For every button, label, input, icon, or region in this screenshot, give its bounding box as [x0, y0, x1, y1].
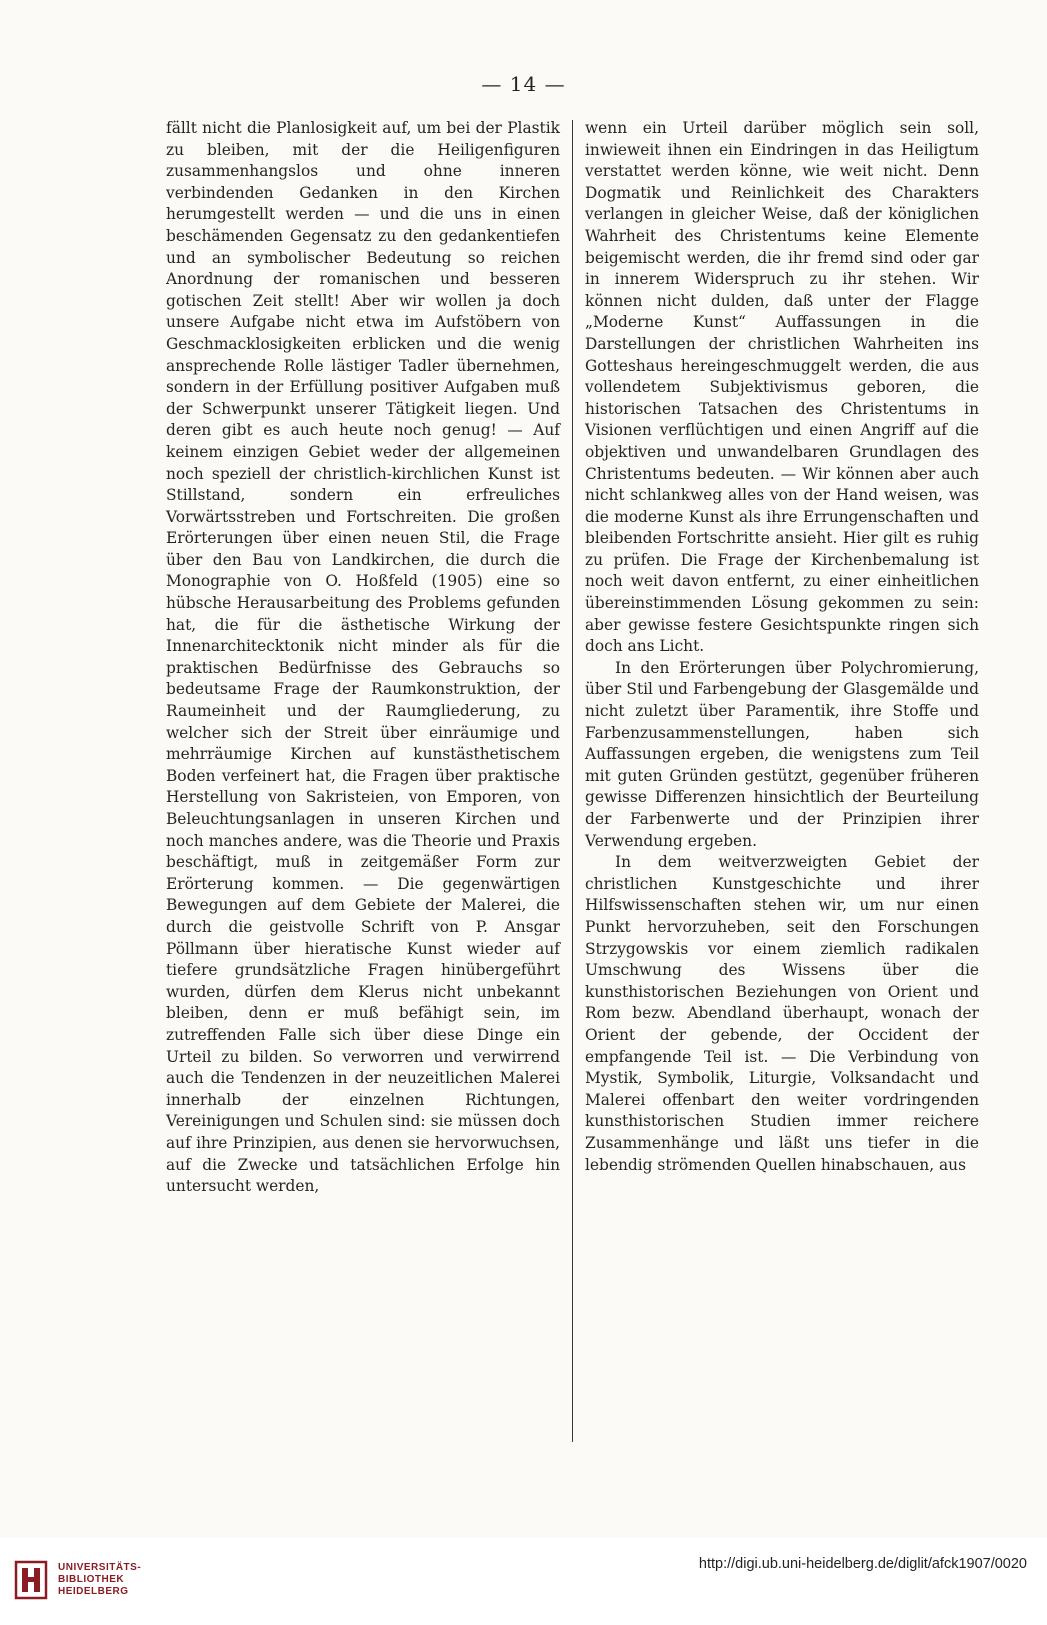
footer-bar	[0, 1538, 1047, 1625]
logo-line-1: UNIVERSITÄTS-	[58, 1562, 142, 1573]
library-seal-icon	[14, 1560, 48, 1600]
library-logo	[14, 1558, 174, 1608]
right-paragraph-2: In den Erörterungen über Polychromierung, über Stil und Farbengebung der Glasgemälde und nicht zuletzt über Paramentik, ihre Stoffe und Farbenzusammenstellungen, haben sich Auffassungen ergeben, die wenigstens zum Teil mit guten Gründen gestützt, gegenüber früheren gewisse Differenzen hinsichtlich der Beurteilung der Farbenwerte und der Prinzipien ihrer Verwendung ergeben.	[585, 658, 979, 850]
page-number: — 14 —	[481, 72, 566, 96]
logo-line-3: HEIDELBERG	[58, 1586, 129, 1597]
column-divider	[572, 120, 573, 1442]
right-paragraph-3: In dem weitverzweigten Gebiet der christlichen Kunstgeschichte und ihrer Hilfswissenschaften stehen wir, um nur einen Punkt hervorzuheben, seit den Forschungen Strzygowskis vor einem ziemlich radikalen Umschwung des Wissens über die kunsthistorischen Beziehungen von Orient und Rom bezw. Abendland überhaupt, wonach der Orient der gebende, der Occident der empfangende Teil ist. — Die Verbindung von Mystik, Symbolik, Liturgie, Volksandacht und Malerei offenbart den weiter vordringenden kunsthistorischen Studien immer reichere Zusammenhänge und läßt uns tiefer in die lebendig strömenden Quellen hinabschauen, aus	[585, 853, 979, 1174]
right-column	[585, 118, 979, 1176]
right-paragraph-1: wenn ein Urteil darüber möglich sein soll, inwieweit ihnen ein Eindringen in das Heiligtum verstattet werden könne, wie weit nicht. Denn Dogmatik und Reinlichkeit des Charakters verlangen in gleicher Weise, daß der königlichen Wahrheit des Christentums keine Elemente beigemischt werden, die ihr fremd sind oder gar in innerem Widerspruch zu ihr stehen. Wir können nicht dulden, daß unter der Flagge „Moderne Kunst“ Auffassungen in die Darstellungen der christlichen Wahrheiten ins Gotteshaus hereingeschmuggelt werden, die aus vollendetem Subjektivismus geboren, die historischen Tatsachen des Christentums in Visionen verflüchtigen und einen Angriff auf die objektiven und unwandelbaren Grundlagen des Christentums bedeuten. — Wir können aber auch nicht schlankweg alles von der Hand weisen, was die moderne Kunst als ihre Errungenschaften und bleibenden Fortschritte ansieht. Hier gilt es ruhig zu prüfen. Die Frage der Kirchenbemalung ist noch weit davon entfernt, zu einer einheitlichen übereinstimmenden Lösung gekommen zu sein: aber gewisse festere Gesichtspunkte ringen sich doch ans Licht.	[585, 119, 979, 656]
library-name	[58, 1562, 141, 1598]
left-column	[166, 118, 560, 1198]
source-url[interactable]: http://digi.ub.uni-heidelberg.de/diglit/afck1907/0020	[698, 1556, 1027, 1572]
logo-line-2: BIBLIOTHEK	[58, 1574, 125, 1585]
left-paragraph-1: fällt nicht die Planlosigkeit auf, um bei der Plastik zu bleiben, mit der die Heiligenfiguren zusammenhangslos und ohne inneren verbindenden Gedanken in den Kirchen herumgestellt werden — und die uns in einen beschämenden Gegensatz zu den gedankentiefen und an symbolischer Bedeutung so reichen Anordnung der romanischen und besseren gotischen Zeit stellt! Aber wir wollen ja doch unsere Aufgabe nicht etwa im Aufstöbern von Geschmacklosigkeiten erblicken und die wenig ansprechende Rolle lästiger Tadler übernehmen, sondern in der Erfüllung positiver Aufgaben muß der Schwerpunkt unserer Tätigkeit liegen. Und deren gibt es auch heute noch genug! — Auf keinem einzigen Gebiet weder der allgemeinen noch speziell der christlich-kirchlichen Kunst ist Stillstand, sondern ein erfreuliches Vorwärtsstreben und Fortschreiten. Die großen Erörterungen über einen neuen Stil, die Frage über den Bau von Landkirchen, die durch die Monographie von O. Hoßfeld (1905) eine so hübsche Herausarbeitung des Problems gefunden hat, die für die ästhetische Wirkung der Innenarchitecktonik nicht minder als für die praktischen Bedürfnisse des Gebrauchs so bedeutsame Frage der Raumkonstruktion, der Raumeinheit und der Raumgliederung, zu welcher sich der Streit über einräumige und mehrräumige Kirchen auf kunstästhetischem Boden verfeinert hat, die Fragen über praktische Herstellung von Sakristeien, von Emporen, von Beleuchtungsanlagen in unseren Kirchen und noch manches andere, was die Theorie und Praxis beschäftigt, muß in zeitgemäßer Form zur Erörterung kommen. — Die gegenwärtigen Bewegungen auf dem Gebiete der Malerei, die durch die geistvolle Schrift von P. Ansgar Pöllmann über hieratische Kunst wieder auf tiefere grundsätzliche Fragen hinübergeführt wurden, dürfen dem Klerus nicht unbekannt bleiben, denn er muß befähigt sein, im zutreffenden Falle sich über diese Dinge ein Urteil zu bilden. So verworren und verwirrend auch die Tendenzen in der neuzeitlichen Malerei innerhalb der einzelnen Richtungen, Vereinigungen und Schulen sind: sie müssen doch auf ihre Prinzipien, aus denen sie hervorwuchsen, auf die Zwecke und tatsächlichen Erfolge hin untersucht werden,	[166, 119, 560, 1196]
